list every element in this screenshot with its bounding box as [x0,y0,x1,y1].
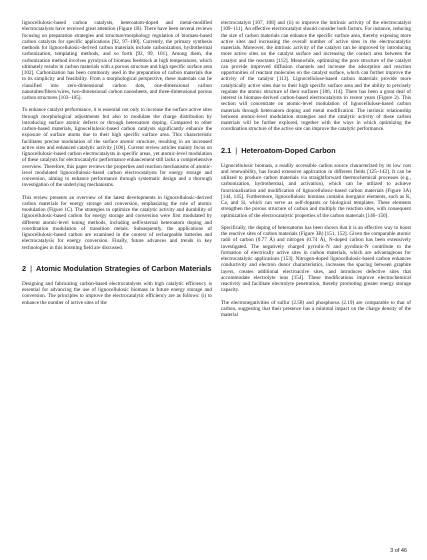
intro-paragraph-2: To enhance catalyst performance, it is essential not only to increase the surface active sites through morphological adjustments but also to modulate the charge distribution by introducing surface atomic defects or through heteroatom doping. Compared to other carbon-based materials, lignocellulosic-based carbon catalysts significantly enhance the exposure of surface atoms due to their high specific surface area. This characteristic facilitates precise modulation of the surface atomic structure, resulting in an increased active sites and enhanced catalytic activity [106]. Current review articles mainly focus on lignocellulosic-based carbon electrocatalysts in specific areas, yet atomic-level modulation of these catalysts for electrocatalytic performance enhancement still lacks a comprehensive overview. Therefore, this paper reviews the properties and reaction mechanisms of atomic-level modulated lignocellulosic-based carbon electrocatalysts for energy storage and conversion, aiming to enhance performance through systematic design and a thorough investigation of the underlying mechanisms. [22,107,212,189]
subsection-title: Heteroatom-Doped Carbon [241,145,336,155]
subsection-separator: | [235,145,238,155]
subsection-number: 2.1 [221,145,232,155]
subsection-paragraph-2: Specifically, the doping of heteroatoms has been shown that it is an effective way to boost the reactive sites of carbon materials (Figure 3B) [151, 152]. Given the comparable atomic radii of carbon (0.77 Å) and nitrogen (0.74 Å), N-doped carbon has been extensively investigated. The negatively charged pyrrolic-N and pyridinic-N contribute to the formation of electrically active sites in carbon materials, which are advantageous for electrocatalytic applications [153]. Nitrogen-doped lignocellulosic-based carbon enhances conductivity and electron donor characteristics, increases the spacing between graphite layers, creates additional electroactive sites, and introduces defective sites that accommodate electrolyte ions [154]. These modifications improve electrochemical reactivity and facilitate electrolyte penetration, thereby promoting greater energy storage capacity. [221,224,411,294]
left-column [22,20,212,312]
intro-paragraph-1: lignocellulosic-based carbon catalysts, heteroatom-doped and metal-modified electrocatalysts have received great attention (Figure 1B). There have been several reviews focusing on preparation strategies and structure/morphology regulation of biomass-based carbon catalysts for specific applications [92, 97–100]. Currently, the primary synthesis methods for lignocellulosic-derived carbon materials include carbonization, hydrothermal carbonization, templating methods, and so forth [92, 99, 101]. Among them, the carbonization method involves pyrolysis of biomass feedstock at high temperatures, which ultimately results in carbon materials with a porous structure and high specific surface area [102]. Carbonization has been commonly used in the preparation of carbon materials due to its simplicity and feasibility. From a morphological perspective, these materials can be classified into zero-dimensional carbon dots, one-dimensional carbon nanotubes/fibers/wires, two-dimensional carbon nanosheets, and three-dimensional porous carbon structures [103–105]. [22,20,212,101]
subsection-heading [221,146,411,155]
subsection-paragraph-3: The electronegativities of sulfur (2.58) and phosphorus (2.19) are comparable to that of carbon, suggesting that their presence has a minimal impact on the charge density of the material [221,299,411,318]
section-number: 2 [22,263,27,273]
intro-paragraph-3: This review presents an overview of the latest developments in lignocellulosic-derived carbon materials for energy storage and conversion, emphasizing the role of atomic modulation (Figure 1C). The strategies to optimize the catalytic activity and durability of lignocellulosic-based carbon for energy storage and conversion were first modulated by different atomic-level tuning methods, including self/external heteroatom doping and coordination modulation of transition metals. Subsequently, the applications of lignocellulosic-based carbon are examined in the context of rechargeable batteries and electrocatalysis for energy conversion. Finally, future advances and trends in key technologies in this booming field are discussed. [22,194,212,251]
section-heading [22,264,212,273]
section-title: Atomic Modulation Strategies of Carbon Materials [36,263,212,273]
section-separator: | [30,263,33,273]
continued-paragraph: electrocatalyst [107, 108] and (ii) to improve the intrinsic activity of the electrocatalyst [109–111]. An effective electrocatalyst should consider both factors. For instance, reducing the size of carbon materials can enhance the specific surface area, thereby exposing more active sites and increasing the overall number of active sites in the electrocatalytic materials. Moreover, the intrinsic activity of the catalyst can be improved by introducing more active sites on the catalyst surface and increasing the contact area between the catalyst and the reactants [112]. Meanwhile, optimizing the pore structure of the catalyst can provide improved diffusion channels and increase the adsorption and reaction opportunities of reactant molecules on the catalyst surface, which can further improve the activity of the catalyst [113]. Lignocellulose-based carbon materials provide more catalytically active sites due to their high specific surface area and the ability to precisely regulate the atomic structure of their surfaces [106, 114]. There has been a great deal of interest in biomass-derived carbon-based electrocatalysts in recent years (Figure 2). This section will concentrate on atomic-level modulation of lignocellulose-based carbon materials through heteroatom doping and metal modification. The intrinsic relationship between atomic-level modulation strategies and the catalytic activity of these carbon materials will be further explored, together with the ways in which optimizing the coordination structure of the active site can improve the catalytic performance. [221,20,411,133]
subsection-paragraph-1: Lignocellulosic biomass, a readily accessible carbon source characterized by its low cost and renewability, has found extensive application in different fields [125–142]. It can be utilized to produce carbon materials via straightforward thermochemical processes (e.g., carbonization, hydrothermal, and activation), which can be utilized to achieve functionalization and modification of lignocellulosic-based carbon materials (Figure 3A) [144, 145]. Furthermore, lignocellulosic biomass contains inorganic elements, such as K, Ca, and Si, which can serve as self-dopants or biological templates. These elements strengthen the porous structure of carbon and multiply the reaction sites, with consequent optimization of the electrocatalytic properties of the carbon materials [146–150]. [221,162,411,219]
section-paragraph-1: Designing and fabricating carbon-based electrocatalysts with high catalytic efficiency is essential for advancing the use of lignocellulosic biomass in future energy storage and conversion. The principles to improve the electrocatalytic efficiency are as follows: (i) to enhance the number of active sites of the [22,280,212,306]
page-number: 3 of 46 [390,548,407,554]
right-column [221,20,411,324]
